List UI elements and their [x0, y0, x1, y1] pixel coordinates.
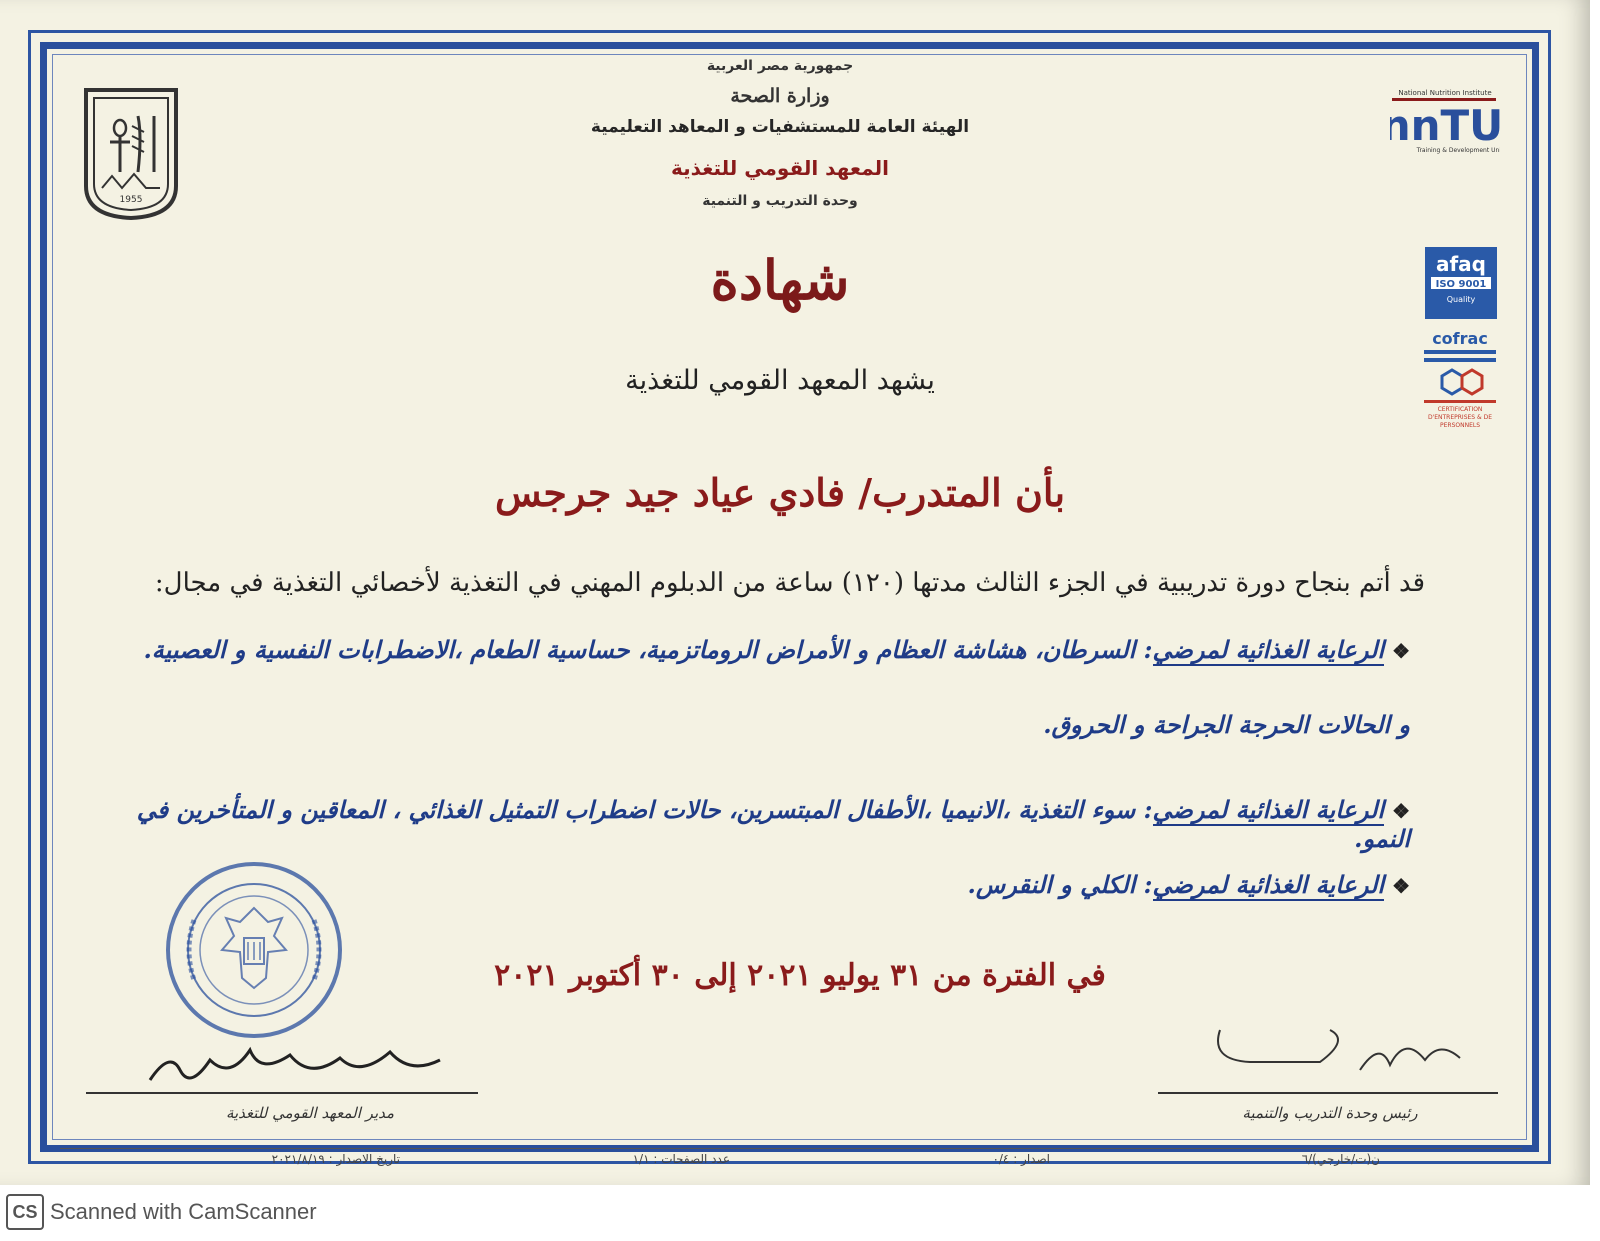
cofrac-text: cofrac — [1432, 330, 1488, 348]
item-label: الرعاية الغذائية لمرضي — [1152, 635, 1385, 664]
seal-year: 1955 — [119, 195, 143, 205]
header-ministry: وزارة الصحة — [730, 85, 830, 107]
list-item-continuation: و الحالات الحرجة الجراحة و الحروق. — [1043, 710, 1410, 739]
camscanner-text: Scanned with CamScanner — [50, 1199, 317, 1224]
official-stamp — [164, 860, 344, 1044]
afaq-iso-logo — [1425, 247, 1497, 323]
institute-seal-logo — [80, 76, 182, 226]
afaq-text: afaq — [1435, 252, 1487, 276]
camscanner-badge-icon: CS — [6, 1194, 44, 1230]
item-text: : السرطان، هشاشة العظام و الأمراض الروماتزمية، حساسية الطعام ،الاضطرابات النفسية و العصبية. — [143, 635, 1153, 664]
bullet-icon: ❖ — [1392, 799, 1410, 823]
training-period: في الفترة من ٣١ يوليو ٢٠٢١ إلى ٣٠ أكتوبر ٢٠٢١ — [494, 958, 1106, 993]
footer-pages: عدد الصفحات : ١/١ — [632, 1152, 730, 1166]
item-label: الرعاية الغذائية لمرضي — [1152, 795, 1385, 824]
afaq-quality: Quality — [1446, 295, 1476, 304]
list-item — [80, 795, 1410, 853]
cofrac-caption: CERTIFICATION D'ENTREPRISES & DE PERSONNELS — [1427, 406, 1493, 429]
afaq-iso: ISO 9001 — [1435, 279, 1487, 290]
unit-head-title: رئيس وحدة التدريب والتنمية — [1242, 1104, 1418, 1122]
trainee-name: بأن المتدرب/ فادي عياد جيد جرجس — [494, 470, 1066, 515]
nni-caption-top: National Nutrition Institute — [1398, 89, 1492, 97]
item-text: : الكلي و النقرس. — [967, 870, 1153, 899]
left-signature-line — [86, 1092, 478, 1094]
header-republic: جمهورية مصر العربية — [706, 58, 854, 74]
camscanner-watermark — [6, 1194, 317, 1230]
footer-issue-date: تاريخ الاصدار : ٢٠٢١/٨/١٩ — [271, 1152, 400, 1166]
right-signature — [1210, 1010, 1470, 1094]
header-unit: وحدة التدريب و التنمية — [702, 193, 858, 209]
completion-statement: قد أتم بنجاح دورة تدريبية في الجزء الثالث مدتها (١٢٠) ساعة من الدبلوم المهني في التغذية لأخصائي التغذية في مجال: — [154, 568, 1426, 598]
header-institute: المعهد القومي للتغذية — [671, 156, 889, 180]
footer-edition: اصدار : ٠/٤ — [992, 1152, 1050, 1166]
certificate-intro: يشهد المعهد القومي للتغذية — [625, 365, 935, 396]
right-signature-line — [1158, 1092, 1498, 1094]
list-item — [110, 635, 1410, 664]
nni-logo — [1390, 88, 1500, 162]
bullet-icon: ❖ — [1392, 874, 1410, 898]
footer-divider — [60, 1148, 1522, 1149]
item-label: الرعاية الغذائية لمرضي — [1152, 870, 1385, 899]
nni-logo-text: nnTU — [1390, 101, 1500, 150]
header-authority: الهيئة العامة للمستشفيات و المعاهد التعليمية — [590, 117, 970, 137]
nni-caption-bottom: Training & Development Unit — [1416, 147, 1500, 154]
director-title: مدير المعهد القومي للتغذية — [225, 1104, 395, 1122]
certificate-title: شهادة — [710, 248, 850, 312]
item-text: : سوء التغذية ،الانيميا ،الأطفال المبتسرين، حالات اضطراب التمثيل الغذائي ، المعاقين و المتأخرين في النمو. — [136, 795, 1410, 853]
bullet-icon: ❖ — [1392, 639, 1410, 663]
footer-code: ن(ت/خارجي)/٦ — [1301, 1152, 1380, 1166]
cofrac-logo — [1422, 330, 1498, 444]
left-signature — [140, 1030, 470, 1094]
